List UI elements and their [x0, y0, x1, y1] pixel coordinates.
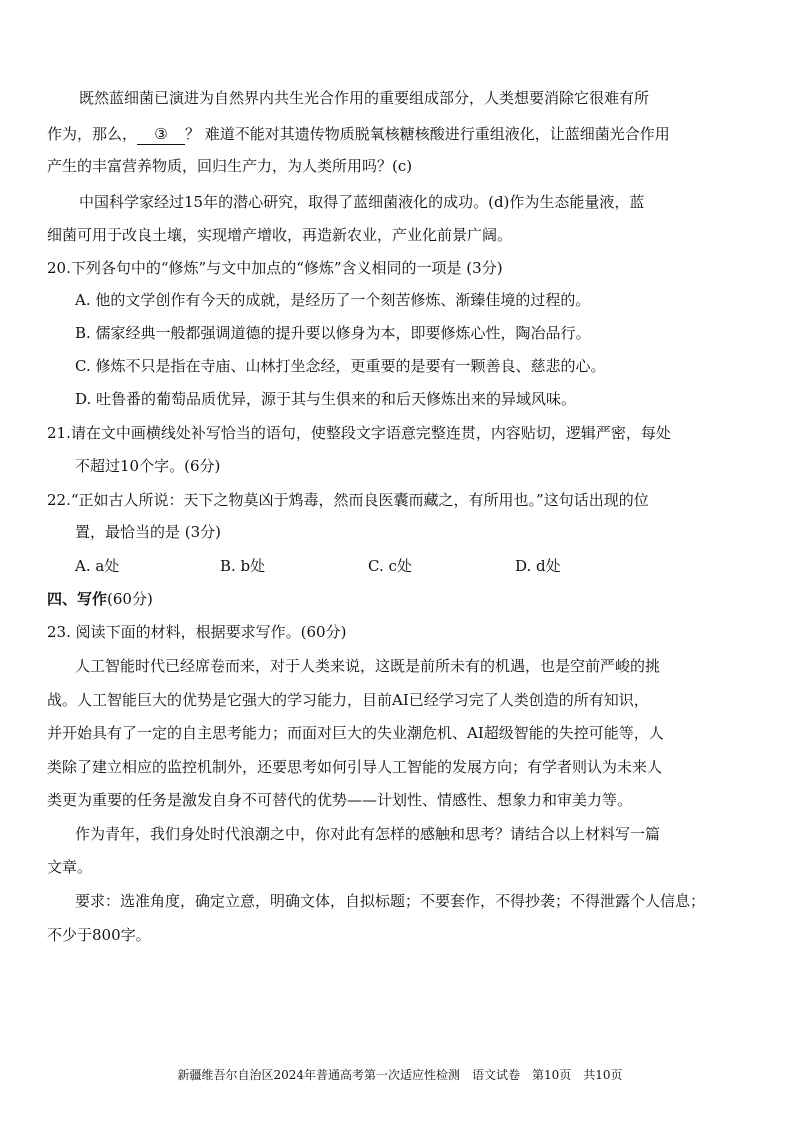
passage-line: 细菌可用于改良土壤，实现增产增收，再造新农业，产业化前景广阔。: [47, 226, 513, 244]
question-21-stem: 21.请在文中画横线处补写恰当的语句，使整段文字语意完整连贯，内容贴切，逻辑严密，每处: [47, 424, 671, 442]
material-line: 类除了建立相应的监控机制外，还要思考如何引导人工智能的发展方向；有学者则认为未来人: [47, 758, 663, 776]
question-20-stem: 20.下列各句中的“修炼”与文中加点的“修炼”含义相同的一项是 (3分): [47, 259, 503, 277]
requirements-line: 不少于800字。: [47, 926, 151, 944]
passage-text: 作为，那么，: [47, 125, 138, 143]
material-line: 人工智能时代已经席卷而来，对于人类来说，这既是前所未有的机遇，也是空前严峻的挑: [75, 657, 661, 675]
question-20-option-a: A. 他的文学创作有今天的成就，是经历了一个刻苦修炼、渐臻佳境的过程的。: [75, 291, 591, 309]
question-22-option-a: A. a处: [75, 557, 120, 575]
material-line: 战。人工智能巨大的优势是它强大的学习能力，目前AI已经学习完了人类创造的所有知识，: [47, 691, 649, 709]
task-line: 作为青年，我们身处时代浪潮之中，你对此有怎样的感触和思考？请结合以上材料写一篇: [75, 825, 661, 843]
question-21-stem-cont: 不超过10个字。(6分): [75, 457, 221, 475]
question-20-option-d: D. 吐鲁番的葡萄品质优异，源于其与生俱来的和后天修炼出来的异域风味。: [75, 390, 577, 408]
passage-line: 中国科学家经过15年的潜心研究，取得了蓝细菌液化的成功。(d)作为生态能量液，蓝: [79, 193, 645, 211]
question-23-stem: 23. 阅读下面的材料，根据要求写作。(60分): [47, 623, 347, 641]
question-22-option-b: B. b处: [220, 557, 266, 575]
question-20-option-b: B. 儒家经典一般都强调道德的提升要以修身为本，即要修炼心性，陶冶品行。: [75, 324, 591, 342]
section-4-title: 四、写作: [47, 590, 108, 608]
material-line: 并开始具有了一定的自主思考能力；而面对巨大的失业潮危机、AI超级智能的失控可能等，人: [47, 724, 664, 742]
requirements-line: 要求：选准角度，确定立意，明确文体，自拟标题；不要套作，不得抄袭；不得泄露个人信息；: [75, 892, 706, 910]
question-20-option-c: C. 修炼不只是指在寺庙、山林打坐念经，更重要的是要有一颗善良、慈悲的心。: [75, 357, 606, 375]
question-22-stem-cont: 置，最恰当的是 (3分): [75, 523, 222, 541]
answer-blank-3: ③: [137, 124, 185, 145]
question-22-option-d: D. d处: [515, 557, 561, 575]
page-footer: 新疆维吾尔自治区2024年普通高考第一次适应性检测 语文试卷 第10页 共10页: [177, 1068, 623, 1082]
passage-text: ？ 难道不能对其遗传物质脱氧核糖核酸进行重组液化，让蓝细菌光合作用: [185, 125, 670, 143]
task-line: 文章。: [47, 858, 93, 876]
section-4-heading: [47, 589, 153, 609]
passage-line: [47, 124, 670, 145]
passage-line: 既然蓝细菌已演进为自然界内共生光合作用的重要组成部分，人类想要消除它很难有所: [79, 89, 650, 107]
question-22-stem: 22.“正如古人所说：天下之物莫凶于鸩毒，然而良医囊而藏之，有所用也。”这句话出现的位: [47, 491, 649, 509]
passage-line: 产生的丰富营养物质，回归生产力，为人类所用吗？(c): [47, 157, 413, 175]
material-line: 类更为重要的任务是激发自身不可替代的优势——计划性、情感性、想象力和审美力等。: [47, 791, 633, 809]
section-4-points: (60分): [107, 590, 153, 608]
question-22-option-c: C. c处: [368, 557, 412, 575]
